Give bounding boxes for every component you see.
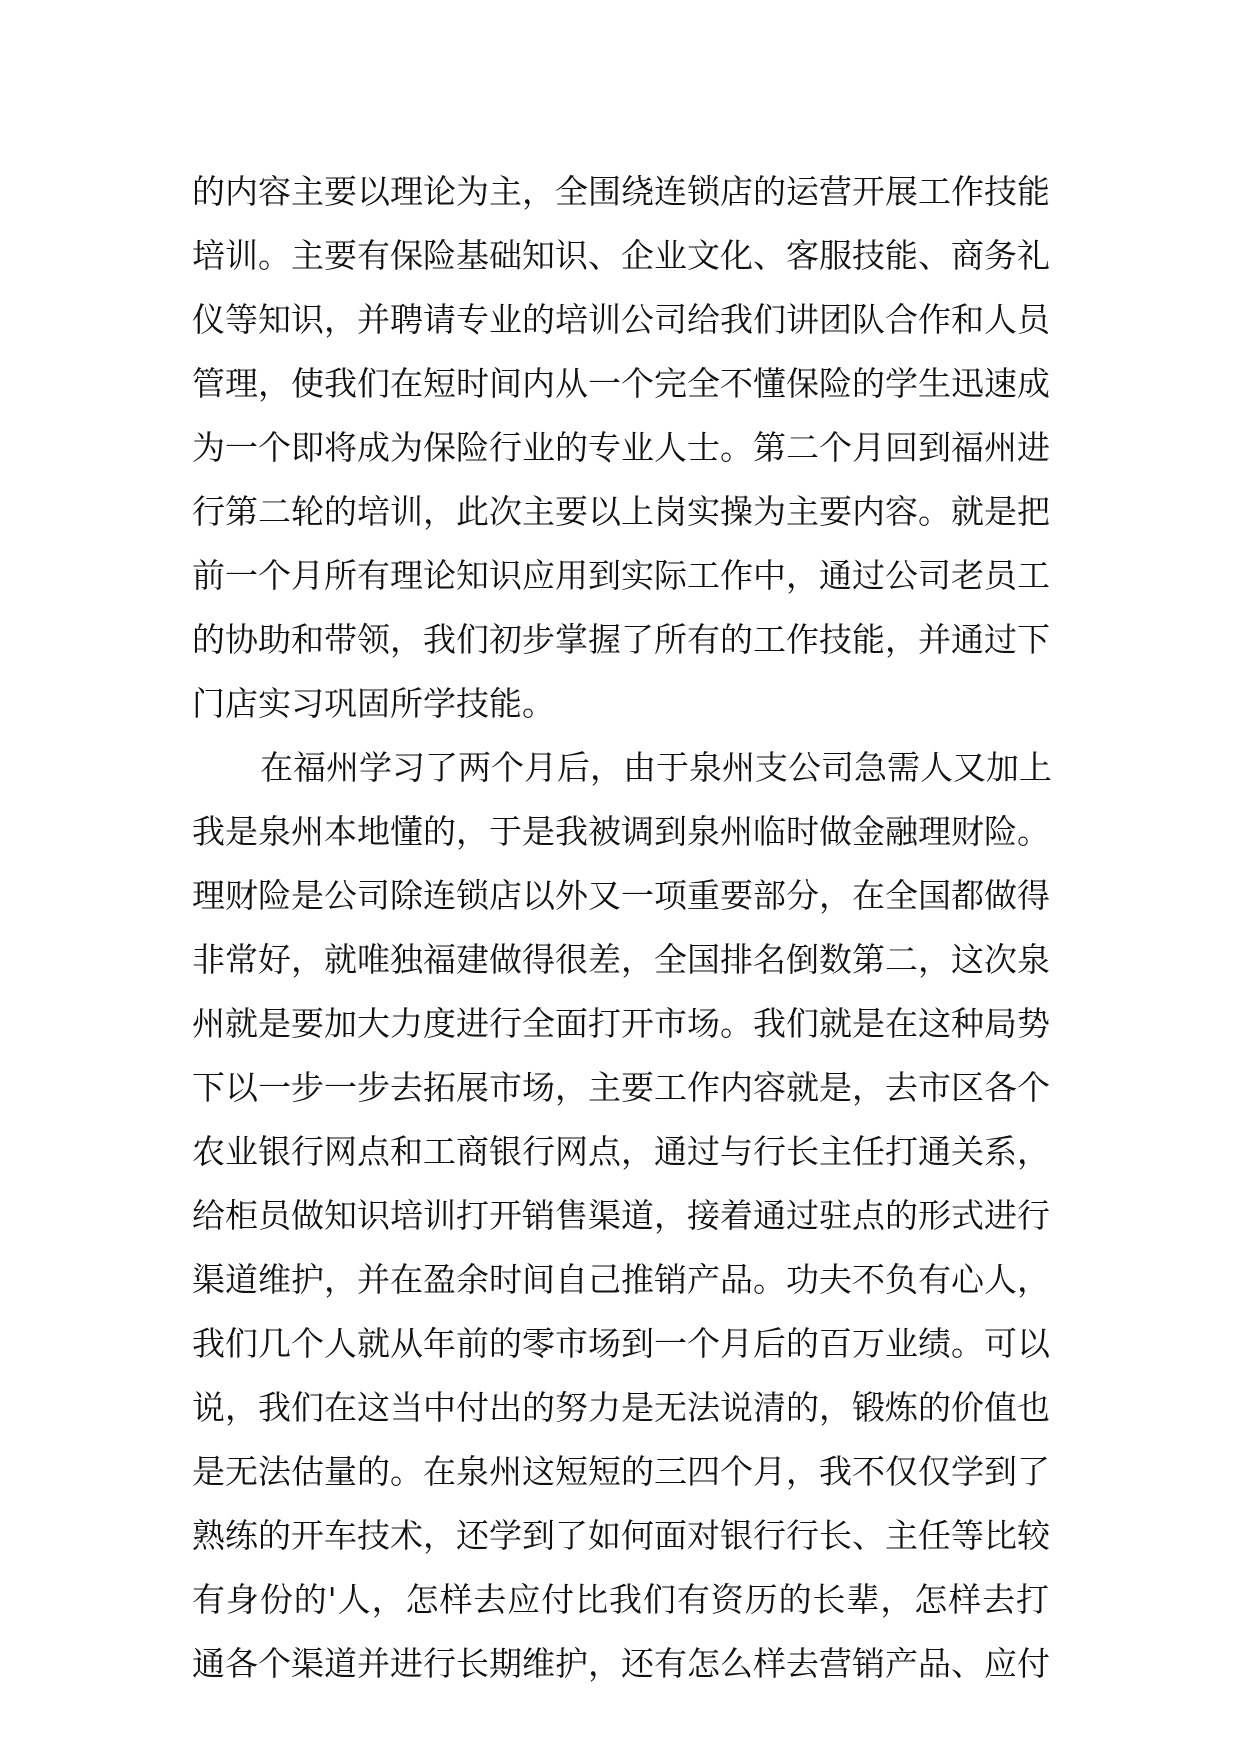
text-line: 说，我们在这当中付出的努力是无法说清的，锻炼的价值也 <box>192 1388 1050 1427</box>
text-line: 在福州学习了两个月后，由于泉州支公司急需人又加上 <box>260 748 1052 787</box>
text-line: 通各个渠道并进行长期维护，还有怎么样去营销产品、应付 <box>192 1644 1050 1683</box>
text-line: 管理，使我们在短时间内从一个完全不懂保险的学生迅速成 <box>192 364 1050 403</box>
text-line: 我们几个人就从年前的零市场到一个月后的百万业绩。可以 <box>192 1324 1050 1363</box>
text-line: 的协助和带领，我们初步掌握了所有的工作技能，并通过下 <box>192 620 1050 659</box>
text-line: 给柜员做知识培训打开销售渠道，接着通过驻点的形式进行 <box>192 1196 1050 1235</box>
text-line: 州就是要加大力度进行全面打开市场。我们就是在这种局势 <box>192 1004 1050 1043</box>
text-line: 农业银行网点和工商银行网点，通过与行长主任打通关系， <box>192 1132 1050 1171</box>
paragraph-1 <box>192 160 1049 736</box>
text-line: 有身份的'人，怎样去应付比我们有资历的长辈，怎样去打 <box>192 1580 1049 1619</box>
text-line: 下以一步一步去拓展市场，主要工作内容就是，去市区各个 <box>192 1068 1050 1107</box>
paragraph-2 <box>192 736 1052 1696</box>
body-text <box>192 160 1052 1696</box>
text-line: 我是泉州本地懂的，于是我被调到泉州临时做金融理财险。 <box>192 812 1050 851</box>
text-line: 理财险是公司除连锁店以外又一项重要部分，在全国都做得 <box>192 876 1050 915</box>
text-line: 是无法估量的。在泉州这短短的三四个月，我不仅仅学到了 <box>192 1452 1050 1491</box>
text-line: 培训。主要有保险基础知识、企业文化、客服技能、商务礼 <box>192 236 1050 275</box>
text-line: 前一个月所有理论知识应用到实际工作中，通过公司老员工 <box>192 556 1050 595</box>
text-line: 门店实习巩固所学技能。 <box>192 684 555 723</box>
text-line: 熟练的开车技术，还学到了如何面对银行行长、主任等比较 <box>192 1516 1050 1555</box>
text-line: 的内容主要以理论为主，全围绕连锁店的运营开展工作技能 <box>192 172 1050 211</box>
text-line: 为一个即将成为保险行业的专业人士。第二个月回到福州进 <box>192 428 1050 467</box>
text-line: 仪等知识，并聘请专业的培训公司给我们讲团队合作和人员 <box>192 300 1050 339</box>
text-line: 行第二轮的培训，此次主要以上岗实操为主要内容。就是把 <box>192 492 1050 531</box>
text-line: 非常好，就唯独福建做得很差，全国排名倒数第二，这次泉 <box>192 940 1050 979</box>
text-line: 渠道维护，并在盈余时间自己推销产品。功夫不负有心人， <box>192 1260 1050 1299</box>
